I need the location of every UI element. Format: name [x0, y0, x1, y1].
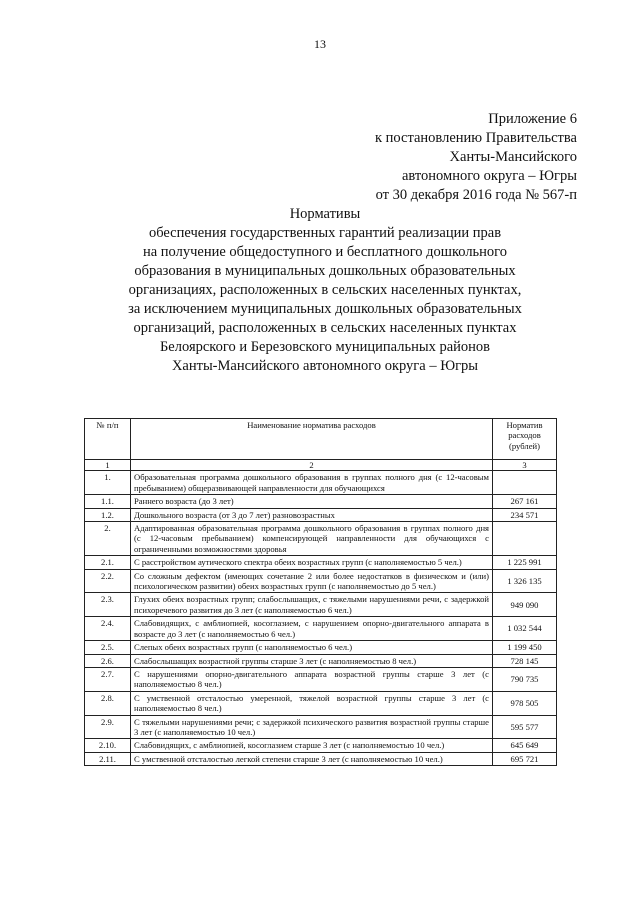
row-name: Со сложным дефектом (имеющих сочетание 2 или более недостатков в физическом и (или) психологическом развитии) обеих возрастных групп (с наполняемостью до 5 чел.) [131, 569, 493, 593]
row-name: Дошкольного возраста (от 3 до 7 лет) разновозрастных [131, 508, 493, 521]
row-value [493, 522, 557, 556]
row-name: Слабовидящих, с амблиопией, косоглазием старше 3 лет (с наполняемостью 10 чел.) [131, 739, 493, 752]
appendix-line: от 30 декабря 2016 года № 567-п [375, 187, 577, 203]
row-value: 267 161 [493, 495, 557, 508]
row-num: 2.9. [85, 715, 131, 739]
row-value: 1 032 544 [493, 617, 557, 641]
table-row [85, 471, 557, 495]
row-num: 2.5. [85, 641, 131, 654]
row-name: Образовательная программа дошкольного образования в группах полного дня (с 12-часовым пребыванием) общеразвивающей направленности для обучающихся [131, 471, 493, 495]
table-row [85, 641, 557, 654]
title-line: обеспечения государственных гарантий реализации прав [148, 225, 502, 241]
title-line: организаций, расположенных в сельских населенных пунктах [133, 320, 517, 336]
row-value: 1 199 450 [493, 641, 557, 654]
table-row [85, 691, 557, 715]
table-row [85, 508, 557, 521]
row-value: 949 090 [493, 593, 557, 617]
row-name: Глухих обеих возрастных групп; слабослышащих, с тяжелыми нарушениями речи, с задержкой психоречевого развития до 3 лет (с наполняемостью 6 чел.) [131, 593, 493, 617]
table-header-row [85, 419, 557, 460]
header-value: Норматив расходов (рублей) [493, 419, 557, 460]
table-row [85, 593, 557, 617]
title-line: Ханты-Мансийского автономного округа – Югры [171, 358, 479, 374]
row-name: Адаптированная образовательная программа дошкольного образования в группах полного дня (с 12-часовым пребыванием) компенсирующей направленности для обучающихся с ограниченными возможностями здоровья [131, 522, 493, 556]
row-num: 1.2. [85, 508, 131, 521]
appendix-block [375, 110, 577, 205]
table-row [85, 617, 557, 641]
row-num: 2.6. [85, 654, 131, 667]
row-name: Слабовидящих, с амблиопией, косоглазием, с нарушением опорно-двигательного аппарата в возрасте до 3 лет (с наполняемостью 6 чел.) [131, 617, 493, 641]
title-line: Белоярского и Березовского муниципальных районов [159, 339, 491, 355]
appendix-line: Ханты-Мансийского [449, 149, 577, 165]
row-num: 2. [85, 522, 131, 556]
table-row [85, 715, 557, 739]
row-num: 1.1. [85, 495, 131, 508]
table-row [85, 739, 557, 752]
table-row [85, 495, 557, 508]
index-cell: 3 [493, 460, 557, 471]
appendix-line: к постановлению Правительства [375, 130, 577, 146]
row-num: 2.4. [85, 617, 131, 641]
title-line: образования в муниципальных дошкольных образовательных [134, 263, 516, 279]
row-name: С нарушениями опорно-двигательного аппарата возрастной группы старше 3 лет (с наполняемостью 8 чел.) [131, 667, 493, 691]
index-cell: 2 [131, 460, 493, 471]
row-name: С расстройством аутического спектра обеих возрастных групп (с наполняемостью 5 чел.) [131, 556, 493, 569]
row-value [493, 471, 557, 495]
row-num: 2.1. [85, 556, 131, 569]
row-num: 2.10. [85, 739, 131, 752]
row-name: С умственной отсталостью умеренной, тяжелой возрастной группы старше 3 лет (с наполняемостью 8 чел.) [131, 691, 493, 715]
row-value: 728 145 [493, 654, 557, 667]
row-name: Слепых обеих возрастных групп (с наполняемостью 6 чел.) [131, 641, 493, 654]
row-num: 2.8. [85, 691, 131, 715]
row-value: 234 571 [493, 508, 557, 521]
row-value: 645 649 [493, 739, 557, 752]
table-row [85, 522, 557, 556]
row-value: 1 326 135 [493, 569, 557, 593]
table-row [85, 752, 557, 765]
row-num: 1. [85, 471, 131, 495]
header-num: № п/п [85, 419, 131, 460]
table-row [85, 667, 557, 691]
title-line: организациях, расположенных в сельских населенных пунктах, [128, 282, 522, 298]
appendix-line: Приложение 6 [488, 111, 577, 127]
row-name: С тяжелыми нарушениями речи; с задержкой психического развития возрастной группы старше 3 лет (с наполняемостью 10 чел.) [131, 715, 493, 739]
row-value: 695 721 [493, 752, 557, 765]
document-title [60, 205, 590, 376]
page-number: 13 [314, 37, 326, 51]
row-value: 1 225 991 [493, 556, 557, 569]
appendix-line: автономного округа – Югры [401, 168, 577, 184]
title-line: Нормативы [289, 206, 361, 222]
row-name: Слабослышащих возрастной группы старше 3 лет (с наполняемостью 8 чел.) [131, 654, 493, 667]
row-value: 595 577 [493, 715, 557, 739]
row-value: 978 505 [493, 691, 557, 715]
table-row [85, 654, 557, 667]
row-name: Раннего возраста (до 3 лет) [131, 495, 493, 508]
row-value: 790 735 [493, 667, 557, 691]
title-line: за исключением муниципальных дошкольных образовательных [128, 301, 522, 317]
table-index-row [85, 460, 557, 471]
row-num: 2.7. [85, 667, 131, 691]
norms-table [84, 418, 557, 766]
index-cell: 1 [85, 460, 131, 471]
table-row [85, 569, 557, 593]
row-name: С умственной отсталостью легкой степени старше 3 лет (с наполняемостью 10 чел.) [131, 752, 493, 765]
title-line: на получение общедоступного и бесплатного дошкольного [142, 244, 508, 260]
header-name: Наименование норматива расходов [131, 419, 493, 460]
table-row [85, 556, 557, 569]
row-num: 2.2. [85, 569, 131, 593]
row-num: 2.3. [85, 593, 131, 617]
row-num: 2.11. [85, 752, 131, 765]
